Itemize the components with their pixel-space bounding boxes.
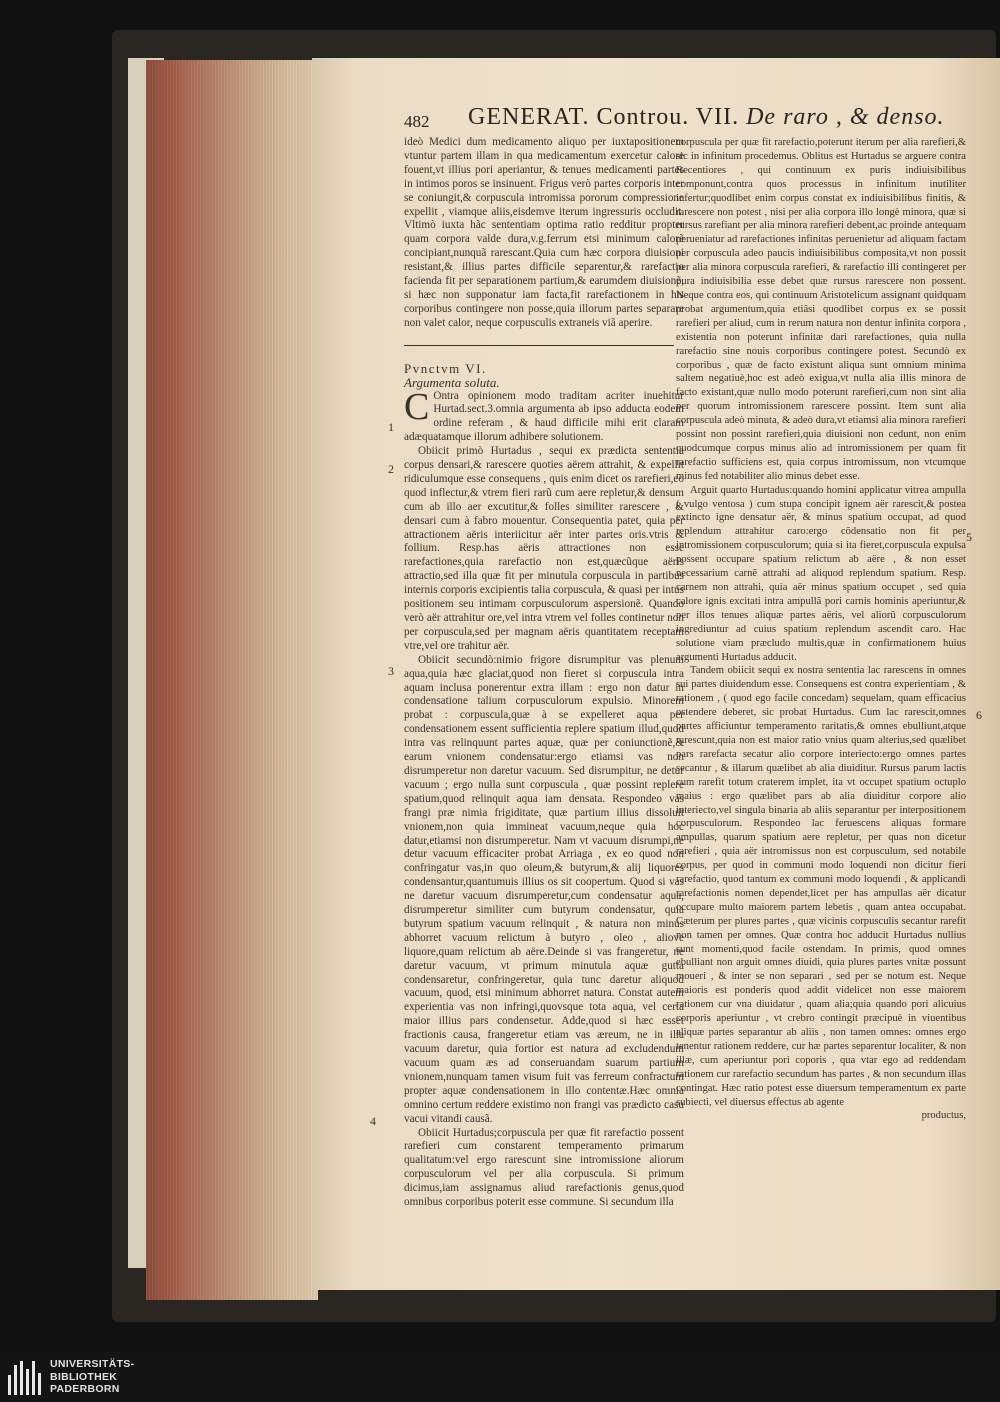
catchword: productus,	[921, 1110, 966, 1122]
left-column	[404, 136, 684, 1210]
section-title: Pvnctvm VI.	[404, 360, 487, 376]
paragraph-1: C Ontra opinionem modo traditam acriter inuehitur Hurtad.sect.3.omnia argumenta ab ipso adducta eodem ordine referam , & haud difficile mihi erit claram adæquatamque illorum adhibere solutionem.	[404, 385, 684, 444]
margin-number-4: 4	[370, 1114, 376, 1128]
opening-paragraph: ideò Medici dum medicamento aliquo per iuxtapositionem vtuntur partem illam in qua medicamentum exercetur calore fouent,vt illius pori aperiantur, & tenues medicamenti partes in intimos poros se insinuent. Frigus verò partes corporis inter se coniungit,& corpuscula intromissa pororum compressione expellit , viamque aliis,eisdemve iterum ingressuris occludit. Vltimò iuxta hãc sententiam optima ratio redditur propter quam corpora valde dura,v.g.ferrum etsi minimum calorẽ concipiant,nunquã rarescant.Quia cum hæc corpora diuisioni resistant,& illius partes difficile separentur,& rarefactio facienda fit per separationem partium,& earumdem diuisionẽ, si hæc non supponatur iam facta,fit rarefactionem in his corporibus contingere non posse,quia illorum partes separare non valet calor, neque corpusculis extraneis viã aperire.	[404, 136, 684, 329]
right-column	[676, 136, 966, 1123]
running-title: GENERAT. Controu. VII. De raro , & denso.	[468, 104, 945, 130]
page-edges	[146, 60, 318, 1300]
continued-paragraph: corpuscula per quæ fit rarefactio,poterunt iterum per alia rarefieri,& sic in infinitum procedemus. Oblitus est Hurtadus se arguere contra Recentiores , qui continuum ex puris indiuisibilibus componunt,contra quos processus in infinitum inutiliter infertur;quodlibet enim corpus constat ex indiuisibilibus finitis, & rarescere non potest , nisi per alia corpora illo longè minora, quæ si rursus rarefiant per alia minora rarefieri debent,ac proinde antequam perueniatur ad rarefactiones infinitas peruenietur ad aliquam factam per corpuscula adeo paucis indiuisibilibus composita,vt non possit per alia minora corpuscula rarefieri, & rarefactio illi contingeret per pura indiuisibilia esse debet quæ rursus rarescere non possent. Neque contra eos, qui continuum Aristotelicum assignant quidquam probat argumentum,quia etiãsi quodlibet corpus ex se possit rarefieri per aliud, cum in rerum natura non dentur infinita corpora , existentia non poterunt infinitæ dari rarefactiones, quia nulla rarefactio sine nouis corporibus contingere potest. Secundò ex corporibus , quæ de facto existunt aliqua sunt omnium minima saltem negatiuè,hoc est adeò exigua,vt nulla alia illis minora de facto existant,quæ nullo modo poterunt rarefieri,cum non sint alia per quorum intromissionem rarescere possint. Item sunt alia corpuscula adeò minuta, & adeò dura,vt etiamsi alia minora rarefieri possint non possint rarefieri,quia diuisioni non cedunt, non enim quodcumque corpus minus alio ad intromissionem per quam fit rarefactio sufficiens est, quia corpus intromissum, non vtcumque minus fed notabiliter alio minus debet esse.	[676, 137, 966, 482]
paragraph-3: Obiicit secundò:nimio frigore disrumpitur vas plenum aqua,quia hæc glaciat,quod non fieret si corpuscula intra aquam inclusa ponerentur extra illam : ergo non datur in condensatione talium corpusculorum expulsio. Minorem probat : corpuscula,quæ à se expelleret aqua per condensationem essent sufficientia replere spatium illud,quod intra vas relinquunt partes aquæ, quæ per coniunctionẽ,& earum vnionem condensatur:ergo etiamsi vas non disrumperetur non daretur vacuum. Sed disrumpitur, ne detur vacuum ; ergo nulla sunt corpuscula , quæ possint replere spatium,quod relinquit aqua iam densata. Respondeo vas frangi præ nimia frigiditate, quæ partium illius dissoluit vnionem,non quia immineat vacuum,neque quia hoc datur,etiamsi non disrumperetur. Nam vt vacuum disrumpi,ne detur vacuum efficaciter probat Arriaga , ex eo quod non confringatur vas,in quo oleum,& butyrum,& alij liquores condensantur,quantumuis illius os sit coopertum. Quod si vas ne daretur vacuum disrumperetur,cum condensatur aqua, disrumperetur similiter cum butyrum condensatur, quia butyrum spatium vacuum relinquit , & natura non minus abhorret vacuum relictum à butyro , oleo , aliove liquore,quam relictum ab aëre.Deinde si vas frangeretur, ne daretur vacuum, vt primum minutula aquæ gutta condensaretur, confringeretur, quia tunc daretur aliquod vacuum, quod, etsi minimum abhorret natura. Constat autem experientia vas non infringi,quovsque tota aqua, vel certa maior illius pars condensetur. Adde,quod si hæc esset fractionis causa, frangeretur etiam vas æreum, ne in illa vacuum daretur, quia fortior est natura ad excludendum vacuum quam æs ad conseruandam suarum partium vnionem,nunquam tamen visum fuit vas ferreum confractum propter aquæ condensationem in illo contentæ.Hæc omnia omnino certum reddere existimo non frangi vas prædicto casu vacui vitandi causã.	[404, 653, 684, 1125]
paragraph-6: Tandem obiicit sequi ex nostra sententia lac rarescens in omnes sui partes diuidendum esse. Consequens est contra experientiam , & rationem , ( quod ego facile concedam) sequelam, quam efficacius ostendere deberet, sic probat Hurtadus. Cum lac rarescit,omnes partes afficiuntur temperamento raritatis,& omnes ebulliunt,atque rarescunt,quia non est maior ratio vnius quam alterius,sed quælibet pars rarefacta secatur alio corpore interiecto:ergo omnes partes secantur , & illarum quælibet ab alia diuiditur. Rursus parum lactis cum rarefit totum craterem implet, ita vt occupet spatium octuplo maius : ergo quælibet pars ab alia diuiditur corpore alio interiecto,vel singula binaria ab aliis separantur per interpositionem corpusculorum. Respondeo lac feruescens aliquas formare ampullas, quarum spatium aere repletur, per quas non dicetur rarefieri , quia aër intromissus non est corpusculum, sed notabile corpus, per quod in communi modo loquendi non dicitur fieri rarefactio, quod tantum ex communi modo loquendi , & applicandi rarefactionis nomen dependet,licet per has ampullas aër dicatur occupare multo maiorem partem lebetis , quam antea occupabat. Cæterum per plures partes , quæ vicinis corpusculis secantur rarefit non tamen per omnes. Quæ contra hoc adducit Hurtadus nullius sunt momenti,quod facile ostendam. In primis, quod omnes ebulliant non arguit omnes diuidi, quia plures partes vnitæ possunt moueri , & inter se non separari , sed per se notum est. Neque maioris est ponderis quod addit videlicet non esse maiorem rationem cur vna diuidatur , quam alia;quia quando pori alicuius corporis aperiuntur , vt crebro contingit præcipuè in viuentibus aliquæ partes separantur ab aliis , non tamen omnes: omnes ergo tenentur rationem reddere, cur hæ partes separentur localiter, & non illæ, cum aperiuntur pori coporis , qua vtar ego ad reddendam rationem cur rarefactio secundum has partes , & non secundum illas contingat. Hæc ratio potest esse diuersum temperamentum ex parte subiecti, vel diuersus effectus ab agente	[676, 665, 966, 1108]
margin-number-2: 2	[388, 462, 394, 476]
library-logo-icon	[8, 1361, 42, 1395]
paragraph-4: Obiicit Hurtadus;corpuscula per quæ fit rarefactio possent rarefieri cum constarent temperamento primarum qualitatum:vel ergo rarescunt sine intromissione aliorum corpusculorum vel per alia corpuscula. Si primum dicimus,iam assignamus aliud rarefactionis genus,quod omnibus corporibus poterit esse commune. Si secundum illa	[404, 1126, 684, 1209]
margin-number-3: 3	[388, 664, 394, 678]
book-page	[312, 58, 1000, 1290]
margin-number-5: 5	[966, 530, 972, 544]
paragraph-5: Arguit quarto Hurtadus:quando homini applicatur vitrea ampulla ( vulgo ventosa ) cum stupa concipit ignem aër rarescit,& postea extincto igne densatur aër, & minus spatium occupat, ad quod replendum attrahitur caro:ergo cõdensatio non fit per intromissionem corpusculorum; quia si ita fieret,corpuscula expulsa possent occupare spatium relictum ab aëre , & non esset necessarium carnẽ attrahi ad aliquod replendum spatium. Resp. carnem non attrahi, quia aër minus spatium occupet , sed quia calore ignis excitati intra ampullã pori carnis hominis aperiuntur,& per illos tenues aliquæ partes aëris, vel aliorũ corpusculorum ingrediuntur ad cuius spatium replendum ascendit caro. Hac solutione viam præcludo multis,quæ in confirmationem huius argumenti Hurtadus adducit.	[676, 484, 966, 663]
page-number: 482	[404, 112, 430, 131]
section-subtitle: Argumenta soluta.	[404, 374, 500, 390]
margin-number-1: 1	[388, 420, 394, 434]
drop-cap: C	[404, 385, 430, 428]
margin-number-6: 6	[976, 708, 982, 722]
running-head	[404, 104, 984, 140]
paragraph-2: Obiicit primò Hurtadus , sequi ex prædicta sententia corpus densari,& rarescere quoties aërem attrahit, & expellit ridiculumque esse consequens , quis enim dicet os rarefieri,eo quod inflectur,& vtrem fieri rarũ cum aere repletur,& densum cum ab illo aer excutitur,& folles similiter rarescere , & densari cum à fabro mouentur. Consequentia patet, quia per attractionem aëris interiicitur aër inter partes oris.vtris & follium. Resp.has aëris attractiones non esse rarefactiones,quia rarefactio non est,quæcũque aëris attractio,sed illa quæ fit per minutula corpuscula in partibus internis corporis excipientis talia corpuscula, & quasi per intus positionem seu intimam corpusculorum aspersionẽ. Quando verò aër attrahitur ore,vel intra vtrem vel folles continetur non per corpuscula,sed per magnam aëris quantitatem receptam vtre,vel ore trahitur aër.	[404, 445, 684, 652]
library-name: UNIVERSITÄTS- BIBLIOTHEK PADERBORN	[50, 1358, 135, 1395]
section-rule	[404, 345, 674, 346]
library-banner	[0, 1352, 1000, 1402]
